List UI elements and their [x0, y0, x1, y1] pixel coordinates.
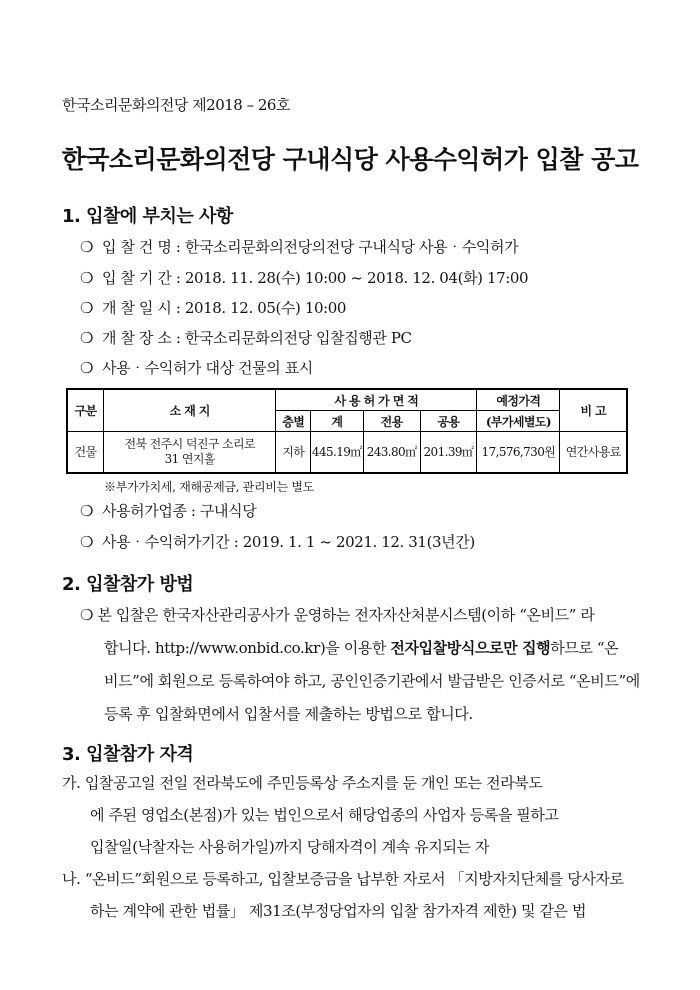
section3-line: 입찰일(낙찰자는 사용허가일)까지 당해자격이 계속 유지되는 자: [90, 838, 490, 856]
section1-item: ❍ 입 찰 건 명 : 한국소리문화의전당의전당 구내식당 사용‧수익허가: [80, 238, 519, 256]
cell-location: 전북 전주시 덕진구 소리로31 연지홀: [104, 432, 276, 474]
circle-bullet-icon: ❍: [80, 299, 94, 317]
page-title: 한국소리문화의전당 구내식당 사용수익허가 입찰 공고: [61, 145, 639, 174]
section1-item: ❍ 사용허가업종 : 구내식당: [80, 502, 257, 520]
header-price: 예정가격: [477, 389, 560, 411]
circle-bullet-icon: ❍: [80, 502, 94, 520]
circle-bullet-icon: ❍: [80, 359, 94, 377]
cell-price: 17,576,730원: [477, 432, 560, 474]
section3-heading: 3. 입찰참가 자격: [62, 744, 194, 765]
section3-line: 하는 계약에 관한 법률」 제31조(부정당업자의 입찰 참가자격 제한) 및 같은 법: [90, 902, 587, 920]
header-common: 공용: [420, 411, 477, 432]
header-exclusive: 전용: [363, 411, 420, 432]
section2-heading: 2. 입찰참가 방법: [62, 574, 194, 595]
section3-line: 에 주된 영업소(본점)가 있는 법인으로서 해당업종의 사업자 등록을 필하고: [90, 806, 559, 824]
header-total: 계: [310, 411, 363, 432]
emphasis-text: 전자입찰방식으로만 집행: [390, 639, 551, 657]
section1-item: ❍ 사용‧수익허가기간 : 2019. 1. 1 ~ 2021. 12. 31(3년간): [80, 533, 475, 551]
cell-common: 201.39㎡: [420, 432, 477, 474]
cell-total: 445.19㎡: [310, 432, 363, 474]
circle-bullet-icon: ❍: [80, 533, 94, 551]
section2-line: ❍ 본 입찰은 한국자산관리공사가 운영하는 전자자산처분시스템(이하 “온비드” 라: [80, 606, 595, 624]
section2-line: 합니다. http://www.onbid.co.kr)을 이용한 전자입찰방식으로만 집행하므로 “온: [104, 639, 619, 657]
header-remark: 비 고: [560, 389, 627, 432]
cell-floor: 지하: [276, 432, 310, 474]
section3-line: 나. “온비드”회원으로 등록하고, 입찰보증금을 납부한 자로서 「지방자치단체를 당사자로: [62, 870, 624, 888]
header-price-sub: (부가세별도): [477, 411, 560, 432]
cell-exclusive: 243.80㎡: [363, 432, 420, 474]
cell-type: 건물: [67, 432, 104, 474]
property-table: [66, 388, 628, 474]
section1-item: ❍ 사용‧수익허가 대상 건물의 표시: [80, 359, 313, 377]
section1-item: ❍ 개 찰 장 소 : 한국소리문화의전당 입찰집행관 PC: [80, 329, 412, 347]
table-row: [67, 432, 627, 474]
header-floor: 층별: [276, 411, 310, 432]
circle-bullet-icon: ❍: [80, 329, 94, 347]
header-area-group: 사 용 허 가 면 적: [276, 389, 477, 411]
table-note: ※부가가치세, 재해공제금, 관리비는 별도: [104, 480, 314, 494]
section1-heading: 1. 입찰에 부치는 사항: [62, 206, 233, 227]
circle-bullet-icon: ❍: [80, 269, 94, 287]
header-location: 소 재 지: [104, 389, 276, 432]
section2-line: 비드”에 회원으로 등록하여야 하고, 공인인증기관에서 발급받은 인증서로 “온비드”에: [104, 672, 640, 690]
header-type: 구분: [67, 389, 104, 432]
circle-bullet-icon: ❍: [80, 238, 94, 256]
section1-item: ❍ 입 찰 기 간 : 2018. 11. 28(수) 10:00 ~ 2018. 12. 04(화) 17:00: [80, 269, 529, 287]
section3-line: 가. 입찰공고일 전일 전라북도에 주민등록상 주소지를 둔 개인 또는 전라북도: [62, 774, 543, 792]
section1-item: ❍ 개 찰 일 시 : 2018. 12. 05(수) 10:00: [80, 299, 347, 317]
section2-line: 등록 후 입찰화면에서 입찰서를 제출하는 방법으로 합니다.: [104, 705, 473, 723]
cell-remark: 연간사용료: [560, 432, 627, 474]
document-number: 한국소리문화의전당 제2018 – 26호: [62, 96, 290, 114]
